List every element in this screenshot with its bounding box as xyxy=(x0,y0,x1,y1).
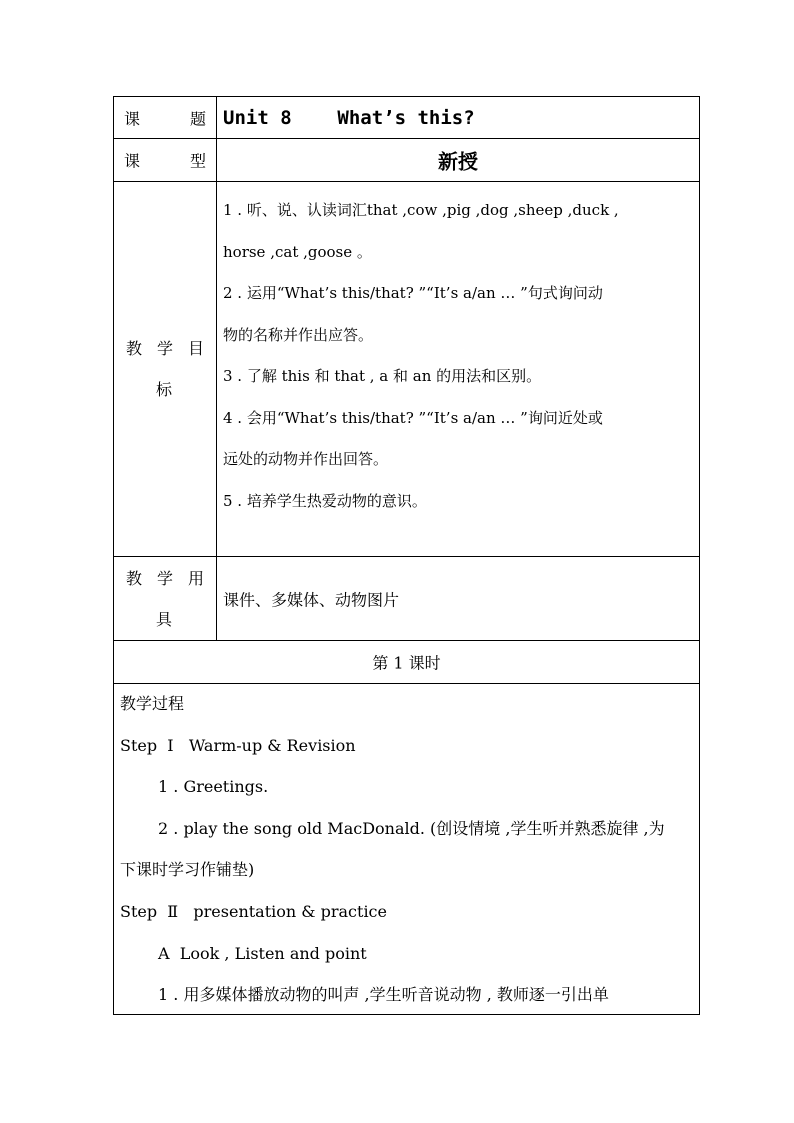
objective-line: 远处的动物并作出回答。 xyxy=(223,450,389,468)
topic-label-char-1: 课 xyxy=(124,109,141,128)
type-label-char-2: 型 xyxy=(189,151,206,171)
tools-label-char-1: 教 xyxy=(126,568,143,588)
objectives-row xyxy=(114,182,699,557)
step-2-item-1: 1 . 用多媒体播放动物的叫声 ,学生听音说动物 , 教师逐一引出单 xyxy=(158,985,609,1005)
step-1-item-2-continued: 下课时学习作铺垫) xyxy=(120,860,255,880)
objective-line: 1 . 听、说、认读词汇that ,cow ,pig ,dog ,sheep ,duck , xyxy=(223,201,619,219)
type-label-char-1: 课 xyxy=(124,151,141,171)
type-label-cell xyxy=(114,139,217,181)
objective-line: 3 . 了解 this 和 that , a 和 an 的用法和区别。 xyxy=(223,367,542,385)
type-row xyxy=(114,139,699,182)
step-2-heading: Step Ⅱ presentation & practice xyxy=(120,901,387,921)
lesson-number: 第 1 课时 xyxy=(372,653,441,673)
topic-label-char-2: 题 xyxy=(189,109,206,128)
lesson-number-row xyxy=(114,641,699,684)
topic-row xyxy=(114,97,699,139)
objective-line: 物的名称并作出应答。 xyxy=(223,325,374,344)
teaching-process xyxy=(120,683,691,1016)
objectives-value-cell xyxy=(217,182,699,556)
objective-line: 5 . 培养学生热爱动物的意识。 xyxy=(223,491,427,510)
tools-label-char-4: 具 xyxy=(156,609,173,629)
objective-line: 4 . 会用“What’s this/that? ”“It’s a/an … ”询问近处或 xyxy=(223,408,603,427)
objectives-list xyxy=(223,190,691,522)
objective-line: 2 . 运用“What’s this/that? ”“It’s a/an … ”句式询问动 xyxy=(223,284,603,302)
objectives-label-char-3: 目 xyxy=(187,339,204,358)
step-1-heading: Step Ⅰ Warm-up & Revision xyxy=(120,735,356,755)
lesson-plan-table xyxy=(113,96,700,1015)
objectives-label-char-4: 标 xyxy=(156,380,173,399)
process-heading: 教学过程 xyxy=(120,694,185,713)
type-value: 新授 xyxy=(438,149,478,174)
step-1-item-2: 2 . play the song old MacDonald. (创设情境 ,学生听并熟悉旋律 ,为 xyxy=(158,818,665,838)
objectives-label-char-2: 学 xyxy=(156,339,173,358)
tools-value: 课件、多媒体、动物图片 xyxy=(223,590,400,609)
objectives-label-cell xyxy=(114,182,217,556)
step-2-section-a: A Look , Listen and point xyxy=(158,943,367,963)
tools-label-cell xyxy=(114,557,217,640)
objectives-label-char-1: 教 xyxy=(126,339,143,358)
topic-value: Unit 8 What’s this? xyxy=(223,106,475,129)
objective-line: horse ,cat ,goose 。 xyxy=(223,242,372,261)
type-value-cell xyxy=(217,139,699,181)
topic-label-cell xyxy=(114,97,217,138)
tools-label-char-3: 用 xyxy=(187,568,204,588)
tools-row xyxy=(114,557,699,641)
tools-label-char-2: 学 xyxy=(156,568,173,588)
tools-value-cell xyxy=(217,557,699,640)
step-1-item-1: 1 . Greetings. xyxy=(158,777,269,797)
topic-value-cell xyxy=(217,97,699,138)
